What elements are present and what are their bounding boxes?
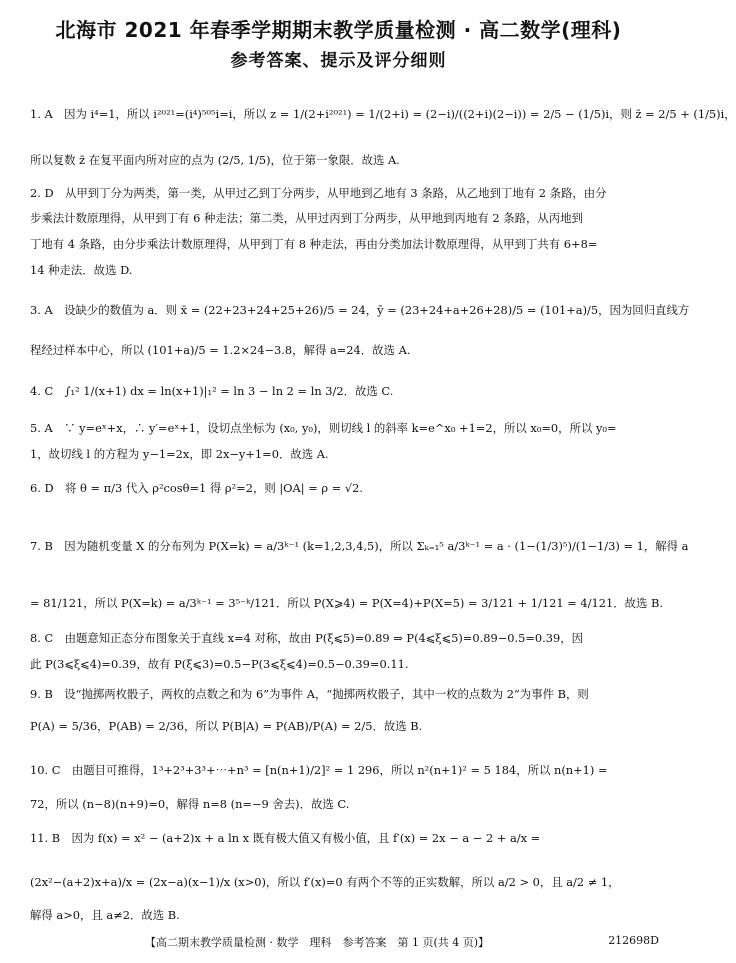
answer-5-line-2: 1，故切线 l 的方程为 y−1=2x，即 2x−y+1=0．故选 A. (30, 447, 329, 461)
answer-1-line-1: 1. A 因为 i⁴=1，所以 i²⁰²¹=(i⁴)⁵⁰⁵i=i，所以 z = 1/(2+i²⁰²¹) = 1/(2+i) = (2−i)/((2+i)(2−i)) = 2/5 − (1/5)i，则 z̄ = 2/5 + (1/5)i， (30, 107, 736, 121)
answer-9-line-1: 9. B 设“抛掷两枚骰子，两枚的点数之和为 6”为事件 A，“抛掷两枚骰子，其中一枚的点数为 2”为事件 B，则 (30, 687, 589, 701)
answer-5-line-1: 5. A ∵ y=eˣ+x，∴ y′=eˣ+1，设切点坐标为 (x₀, y₀)，则切线 l 的斜率 k=e^x₀ +1=2，所以 x₀=0，所以 y₀= (30, 421, 617, 435)
answer-9-line-2: P(A) = 5/36，P(AB) = 2/36，所以 P(B|A) = P(AB)/P(A) = 2/5．故选 B. (30, 719, 423, 733)
answer-11-line-1: 11. B 因为 f(x) = x² − (a+2)x + a ln x 既有极大值又有极小值，且 f′(x) = 2x − a − 2 + a/x = (30, 831, 541, 845)
answer-1-line-2: 所以复数 z̄ 在复平面内所对应的点为 (2/5, 1/5)，位于第一象限．故选 A. (30, 153, 400, 167)
page-title: 北海市 2021 年春季学期期末教学质量检测 · 高二数学(理科) (55, 18, 622, 42)
answer-10-line-2: 72，所以 (n−8)(n+9)=0，解得 n=8 (n=−9 舍去)．故选 C. (30, 797, 350, 811)
answer-3-line-2: 程经过样本中心，所以 (101+a)/5 = 1.2×24−3.8，解得 a=24．故选 A. (30, 343, 411, 357)
footer-page-info: 【高二期末教学质量检测 · 数学 理科 参考答案 第 1 页(共 4 页)】 (145, 936, 490, 949)
answer-3-line-1: 3. A 设缺少的数值为 a．则 x̄ = (22+23+24+25+26)/5 = 24，ȳ = (23+24+a+26+28)/5 = (101+a)/5，因为回归直线方 (30, 303, 690, 317)
answer-2-line-2: 步乘法计数原理得，从甲到丁有 6 种走法；第二类，从甲过丙到丁分两步，从甲地到丙地有 2 条路，从丙地到 (30, 211, 583, 225)
answer-10-line-1: 10. C 由题目可推得，1³+2³+3³+⋯+n³ = [n(n+1)/2]² = 1 296，所以 n²(n+1)² = 5 184，所以 n(n+1) = (30, 763, 608, 777)
answer-6-line-1: 6. D 将 θ = π/3 代入 ρ²cosθ=1 得 ρ²=2，则 |OA| = ρ = √2. (30, 481, 363, 495)
answer-8-line-2: 此 P(3⩽ξ⩽4)=0.39，故有 P(ξ⩽3)=0.5−P(3⩽ξ⩽4)=0.5−0.39=0.11. (30, 657, 409, 671)
answer-11-line-3: 解得 a>0，且 a≠2．故选 B. (30, 908, 180, 922)
answer-8-line-1: 8. C 由题意知正态分布图象关于直线 x=4 对称，故由 P(ξ⩽5)=0.89 ⇒ P(4⩽ξ⩽5)=0.89−0.5=0.39，因 (30, 631, 584, 645)
answer-2-line-4: 14 种走法．故选 D. (30, 263, 133, 277)
answer-11-line-2: (2x²−(a+2)x+a)/x = (2x−a)(x−1)/x (x>0)，所以 f′(x)=0 有两个不等的正实数解，所以 a/2 > 0，且 a/2 ≠ 1， (30, 875, 620, 889)
answer-2-line-3: 丁地有 4 条路，由分步乘法计数原理得，从甲到丁有 8 种走法，再由分类加法计数原理得，从甲到丁共有 6+8= (30, 237, 598, 251)
answer-7-line-1: 7. B 因为随机变量 X 的分布列为 P(X=k) = a/3ᵏ⁻¹ (k=1,2,3,4,5)，所以 Σₖ₌₁⁵ a/3ᵏ⁻¹ = a · (1−(1/3)⁵)/(1−1/3) = 1，解得 a (30, 539, 689, 553)
page-subtitle: 参考答案、提示及评分细则 (230, 51, 447, 71)
answer-2-line-1: 2. D 从甲到丁分为两类，第一类，从甲过乙到丁分两步，从甲地到乙地有 3 条路，从乙地到丁地有 2 条路，由分 (30, 186, 607, 200)
footer-code: 212698D (608, 934, 659, 947)
answer-4-line-1: 4. C ∫₁² 1/(x+1) dx = ln(x+1)|₁² = ln 3 − ln 2 = ln 3/2．故选 C. (30, 384, 394, 398)
answer-7-line-2: = 81/121，所以 P(X=k) = a/3ᵏ⁻¹ = 3⁵⁻ᵏ/121．所以 P(X⩾4) = P(X=4)+P(X=5) = 3/121 + 1/121 = 4/121．故选 B. (30, 596, 663, 610)
